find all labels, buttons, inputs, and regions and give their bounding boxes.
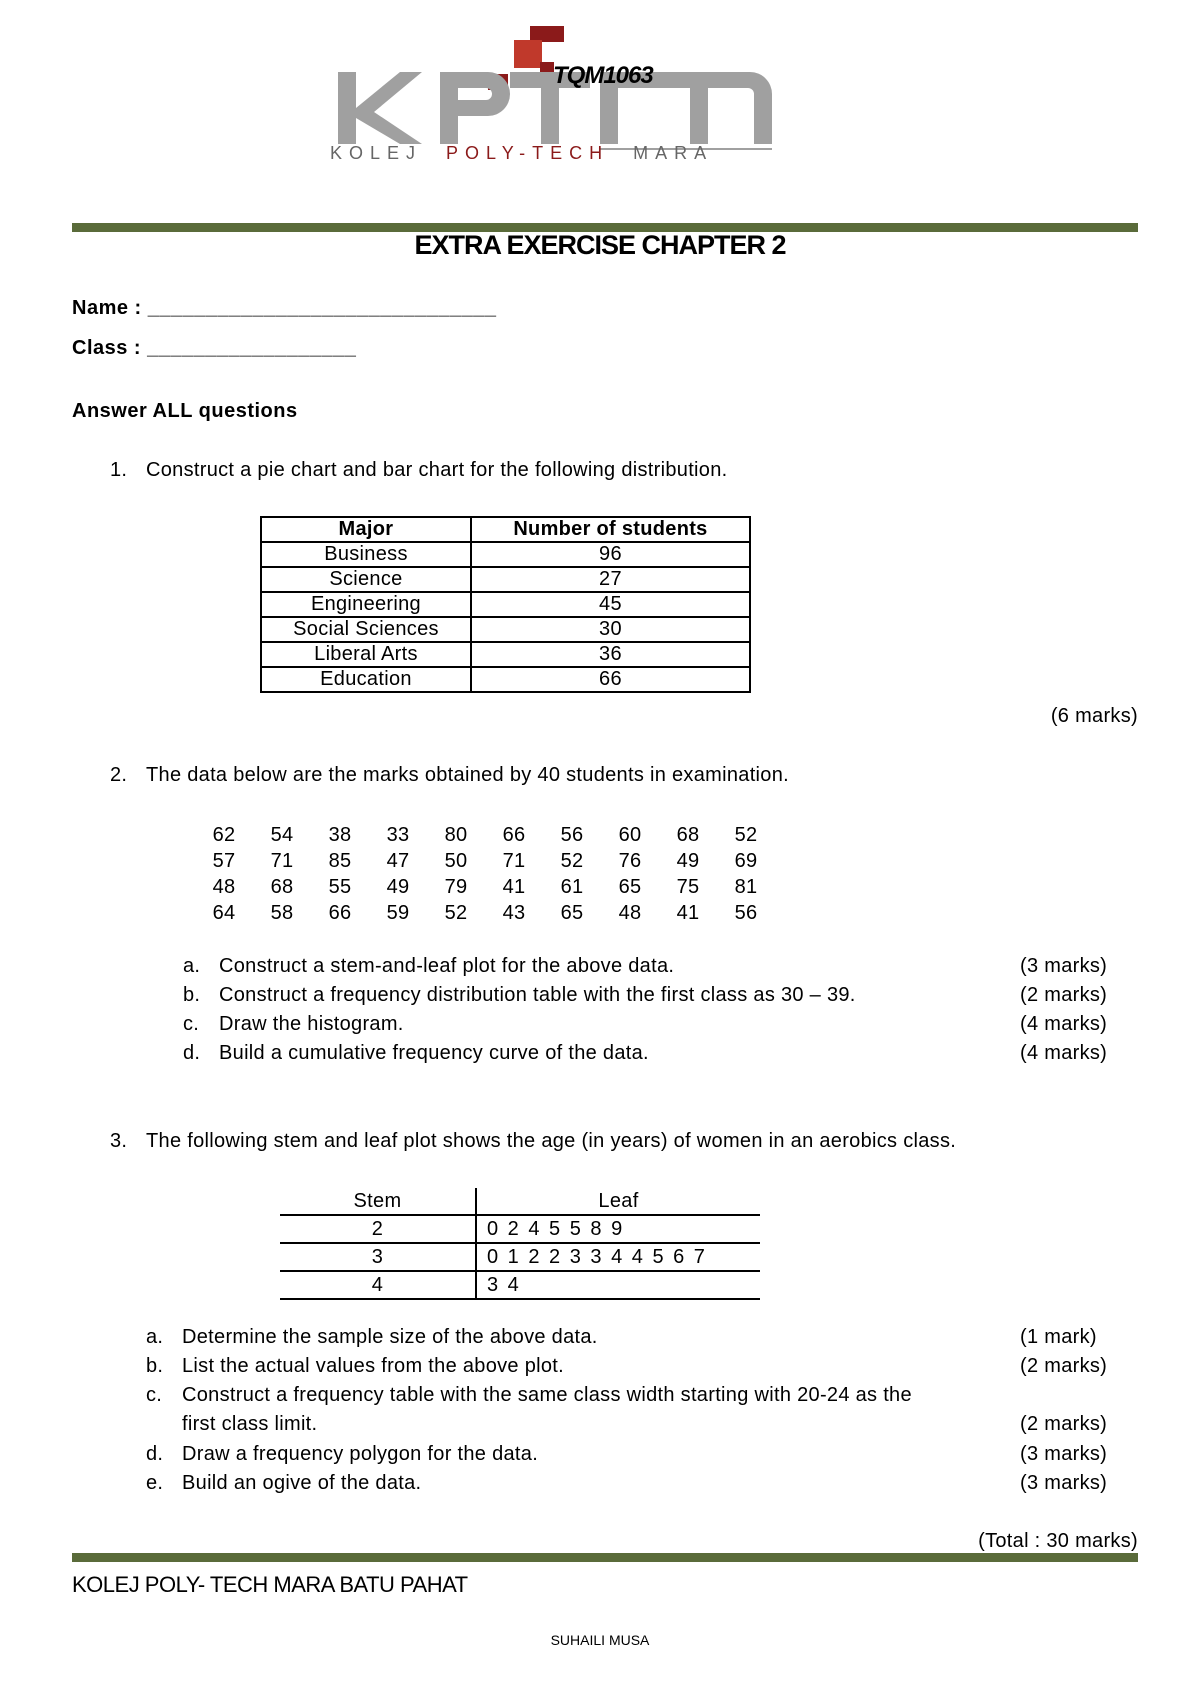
data-row [195, 848, 775, 874]
leaf-header: Leaf [598, 1190, 639, 1212]
cell-count: 96 [471, 542, 750, 567]
cell-count: 27 [471, 567, 750, 592]
stem-leaf-header [280, 1188, 760, 1216]
data-value: 54 [270, 824, 294, 846]
cell-count: 36 [471, 642, 750, 667]
data-value: 56 [734, 902, 758, 924]
cell-count: 30 [471, 617, 750, 642]
q2-part-marks: (4 marks) [1020, 1042, 1108, 1064]
q1-marks: (6 marks) [1050, 705, 1138, 727]
data-value: 41 [676, 902, 700, 924]
total-marks: (Total : 30 marks) [978, 1530, 1138, 1552]
bottom-rule [72, 1553, 1138, 1562]
q3-part-letter: e. [146, 1472, 164, 1494]
stem-leaf-plot [280, 1188, 760, 1300]
q3-part-marks: (2 marks) [1020, 1413, 1108, 1435]
q2-part-text: Construct a frequency distribution table with the first class as 30 – 39. [219, 984, 856, 1006]
q2-part-marks: (3 marks) [1020, 955, 1108, 977]
data-value: 76 [618, 850, 642, 872]
class-field: Class : __________________ [72, 337, 357, 359]
data-value: 64 [212, 902, 236, 924]
data-value: 66 [502, 824, 526, 846]
q3-text: The following stem and leaf plot shows the age (in years) of women in an aerobics class. [146, 1130, 957, 1152]
table-row [261, 542, 750, 567]
cell-count: 45 [471, 592, 750, 617]
q2-part-letter: b. [183, 984, 201, 1006]
table-row [261, 667, 750, 692]
stem-value: 3 [280, 1244, 477, 1270]
data-value: 79 [444, 876, 468, 898]
data-value: 71 [270, 850, 294, 872]
q2-number: 2. [110, 764, 128, 786]
data-value: 52 [560, 850, 584, 872]
stem-leaf-row [280, 1272, 760, 1300]
data-value: 85 [328, 850, 352, 872]
q2-part-text: Construct a stem-and-leaf plot for the above data. [219, 955, 675, 977]
data-value: 41 [502, 876, 526, 898]
leaf-values: 0 2 4 5 5 8 9 [487, 1218, 625, 1240]
header-major: Major [261, 517, 471, 542]
data-value: 68 [270, 876, 294, 898]
data-value: 57 [212, 850, 236, 872]
q3-part-marks: (3 marks) [1020, 1443, 1108, 1465]
q3-part-letter: b. [146, 1355, 164, 1377]
q3-part-text: Build an ogive of the data. [182, 1472, 422, 1494]
page-title: EXTRA EXERCISE CHAPTER 2 [414, 230, 786, 260]
q1-number: 1. [110, 459, 128, 481]
table-row [261, 617, 750, 642]
data-value: 65 [560, 902, 584, 924]
instruction: Answer ALL questions [72, 400, 298, 422]
stem-header: Stem [280, 1188, 477, 1214]
data-value: 52 [444, 902, 468, 924]
q3-part-marks: (3 marks) [1020, 1472, 1108, 1494]
q1-text: Construct a pie chart and bar chart for the following distribution. [146, 459, 728, 481]
data-value: 81 [734, 876, 758, 898]
data-value: 55 [328, 876, 352, 898]
data-value: 38 [328, 824, 352, 846]
author-name: SUHAILI MUSA [550, 1632, 650, 1648]
data-value: 60 [618, 824, 642, 846]
data-value: 49 [386, 876, 410, 898]
cell-major: Liberal Arts [261, 642, 471, 667]
cell-major: Social Sciences [261, 617, 471, 642]
stem-leaf-row [280, 1216, 760, 1244]
data-value: 65 [618, 876, 642, 898]
logo-sub-kolej: KOLEJ [330, 143, 423, 163]
data-value: 56 [560, 824, 584, 846]
q2-part-letter: c. [183, 1013, 200, 1035]
data-value: 50 [444, 850, 468, 872]
data-row [195, 874, 775, 900]
q2-part-letter: d. [183, 1042, 201, 1064]
table-row [261, 567, 750, 592]
header-students: Number of students [471, 517, 750, 542]
data-value: 62 [212, 824, 236, 846]
stem-value: 4 [280, 1272, 477, 1298]
q2-part-text: Draw the histogram. [219, 1013, 404, 1035]
q3-part-text-continued: first class limit. [182, 1413, 318, 1435]
logo-sub-polytech: POLY-TECH [446, 143, 610, 163]
name-field: Name : ______________________________ [72, 297, 497, 319]
data-value: 43 [502, 902, 526, 924]
table-header-row [261, 517, 750, 542]
data-value: 61 [560, 876, 584, 898]
majors-table [260, 516, 751, 693]
cell-major: Engineering [261, 592, 471, 617]
cell-major: Business [261, 542, 471, 567]
q3-part-marks: (1 mark) [1020, 1326, 1097, 1348]
q3-part-letter: a. [146, 1326, 164, 1348]
q3-part-text: Draw a frequency polygon for the data. [182, 1443, 539, 1465]
course-code: TQM1063 [553, 62, 653, 89]
stem-leaf-row [280, 1244, 760, 1272]
leaf-values: 0 1 2 2 3 3 4 4 5 6 7 [487, 1246, 707, 1268]
cell-major: Education [261, 667, 471, 692]
q2-part-marks: (2 marks) [1020, 984, 1108, 1006]
leaf-values: 3 4 [487, 1274, 521, 1296]
data-value: 47 [386, 850, 410, 872]
q3-part-text: Determine the sample size of the above data. [182, 1326, 598, 1348]
q2-text: The data below are the marks obtained by 40 students in examination. [146, 764, 789, 786]
q3-number: 3. [110, 1130, 128, 1152]
q2-part-marks: (4 marks) [1020, 1013, 1108, 1035]
stem-value: 2 [280, 1216, 477, 1242]
data-value: 52 [734, 824, 758, 846]
data-value: 71 [502, 850, 526, 872]
q2-part-letter: a. [183, 955, 201, 977]
q3-part-letter: c. [146, 1384, 163, 1406]
data-value: 48 [212, 876, 236, 898]
data-value: 58 [270, 902, 294, 924]
cell-count: 66 [471, 667, 750, 692]
table-row [261, 642, 750, 667]
data-value: 33 [386, 824, 410, 846]
data-value: 48 [618, 902, 642, 924]
q3-part-text: Construct a frequency table with the same class width starting with 20-24 as the [182, 1384, 912, 1406]
cell-major: Science [261, 567, 471, 592]
data-row [195, 900, 775, 926]
logo-subtitle [330, 143, 713, 164]
data-value: 69 [734, 850, 758, 872]
data-value: 49 [676, 850, 700, 872]
q2-part-text: Build a cumulative frequency curve of the data. [219, 1042, 649, 1064]
marks-data-grid [195, 822, 775, 926]
data-row [195, 822, 775, 848]
q3-part-text: List the actual values from the above plot. [182, 1355, 565, 1377]
data-value: 66 [328, 902, 352, 924]
data-value: 59 [386, 902, 410, 924]
q3-part-letter: d. [146, 1443, 164, 1465]
footer-institution: KOLEJ POLY- TECH MARA BATU PAHAT [72, 1572, 468, 1597]
logo-sub-mara: MARA [633, 143, 714, 163]
data-value: 75 [676, 876, 700, 898]
q3-part-marks: (2 marks) [1020, 1355, 1108, 1377]
data-value: 68 [676, 824, 700, 846]
table-row [261, 592, 750, 617]
data-value: 80 [444, 824, 468, 846]
